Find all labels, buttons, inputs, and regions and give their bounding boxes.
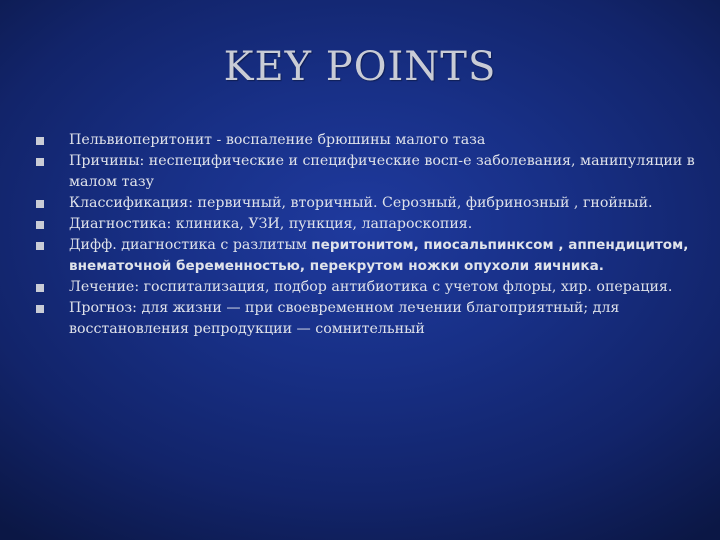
bullet-text: Прогноз: для жизни — при своевременном лечении благоприятный; для восстановления репродукции — сомнительный (69, 300, 620, 337)
bullet-item (36, 130, 700, 151)
bullet-item (36, 235, 700, 277)
bullet-text: Лечение: госпитализация, подбор антибиотика с учетом флоры, хир. операция. (69, 279, 673, 295)
bullet-item (36, 214, 700, 235)
bullet-item (36, 298, 700, 340)
square-bullet-icon (36, 158, 44, 166)
bullet-item (36, 277, 700, 298)
square-bullet-icon (36, 242, 44, 250)
bullet-text: Причины: неспецифические и специфические восп-е заболевания, манипуляции в малом тазу (69, 153, 695, 190)
square-bullet-icon (36, 305, 44, 313)
square-bullet-icon (36, 200, 44, 208)
square-bullet-icon (36, 137, 44, 145)
slide-title: KEY POINTS (223, 44, 497, 90)
bullet-text-prefix: Дифф. диагностика с разлитым (69, 237, 312, 253)
bullet-text: Диагностика: клиника, УЗИ, пункция, лапароскопия. (69, 216, 473, 232)
bullet-text: Классификация: первичный, вторичный. Серозный, фибринозный , гнойный. (69, 195, 653, 211)
bullet-text: Пельвиоперитонит - воспаление брюшины малого таза (69, 132, 486, 148)
bullet-item (36, 151, 700, 193)
bullet-item (36, 193, 700, 214)
square-bullet-icon (36, 221, 44, 229)
square-bullet-icon (36, 284, 44, 292)
key-points-list (36, 130, 700, 340)
bullet-text-bold: перитонитом, пиосальпинксом , аппендицитом, внематочной беременностью, перекрутом ножки опухоли яичника. (69, 237, 689, 274)
